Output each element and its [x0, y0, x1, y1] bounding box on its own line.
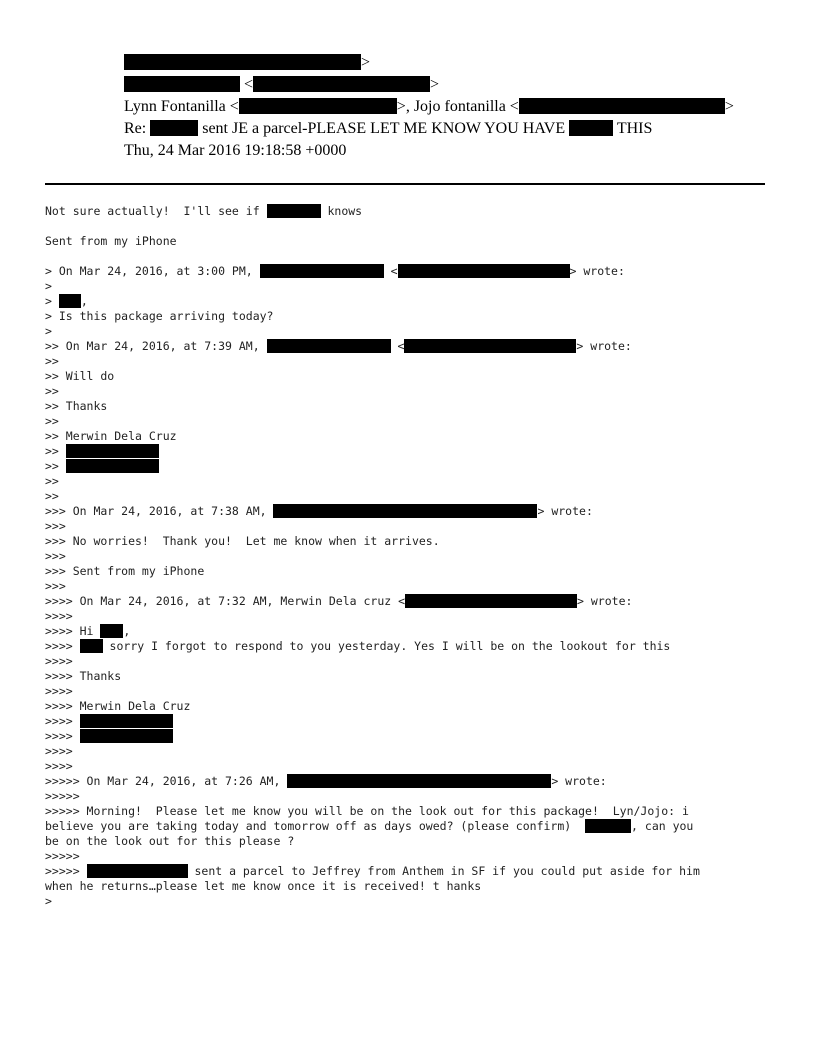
redaction [80, 714, 173, 728]
body-line: Sent from my iPhone [45, 234, 177, 248]
body-line: >> Will do [45, 369, 115, 383]
body-line: > , [45, 294, 88, 308]
from-value: > [124, 54, 370, 72]
body-line: >> On Mar 24, 2016, at 7:39 AM, < > wrote: [45, 339, 632, 353]
body-line: believe you are taking today and tomorrow off as days owed? (please confirm) , can you [45, 819, 694, 833]
body-line [45, 219, 785, 234]
body-line: >>>> On Mar 24, 2016, at 7:32 AM, Merwin Dela cruz < > wrote: [45, 594, 633, 608]
redaction [585, 819, 631, 833]
body-line: be on the look out for this please ? [45, 834, 295, 848]
body-line: >>> [45, 519, 66, 533]
body-line: Not sure actually! I'll see if knows [45, 204, 363, 218]
body-line: >> Thanks [45, 399, 108, 413]
body-line: >> Merwin Dela Cruz [45, 429, 177, 443]
body-line: > On Mar 24, 2016, at 3:00 PM, < > wrote: [45, 264, 625, 278]
body-line: >>>>> [45, 849, 80, 863]
body-line: >>>>> [45, 789, 80, 803]
body-line: >>> [45, 549, 66, 563]
redaction [124, 76, 240, 92]
cc-value: Lynn Fontanilla < >, Jojo fontanilla < > [124, 98, 734, 115]
body-line: >> [45, 459, 785, 474]
body-line: >>> On Mar 24, 2016, at 7:38 AM, > wrote: [45, 504, 593, 518]
body-line [45, 249, 785, 264]
body-line: >>> Sent from my iPhone [45, 564, 205, 578]
body-line: >>>>> On Mar 24, 2016, at 7:26 AM, > wrote: [45, 774, 607, 788]
body-line: >>>> [45, 654, 73, 668]
body-line: >>>>> Morning! Please let me know you will be on the look out for this package! Lyn/Jojo: i [45, 804, 689, 818]
header-divider [45, 183, 765, 185]
redaction [100, 624, 123, 638]
body-line: > [45, 894, 52, 908]
body-line: when he returns…please let me know once it is received! t hanks [45, 879, 482, 893]
redaction [253, 76, 430, 92]
redaction [405, 594, 577, 608]
redaction [80, 729, 173, 743]
body-line: >> [45, 414, 59, 428]
redaction [80, 639, 103, 653]
redaction [260, 264, 384, 278]
body-line: >>>> [45, 759, 73, 773]
body-line: >> [45, 444, 785, 459]
redaction [267, 204, 321, 218]
body-line: >>>>> sent a parcel to Jeffrey from Anthem in SF if you could put aside for him [45, 864, 700, 878]
redaction [124, 54, 361, 70]
redaction [519, 98, 725, 114]
redaction [150, 120, 198, 136]
body-line: >>>> [45, 714, 785, 729]
body-line: >>>> Thanks [45, 669, 122, 683]
body-line: >> [45, 489, 59, 503]
redaction [267, 339, 391, 353]
body-line: > Is this package arriving today? [45, 309, 274, 323]
redaction [239, 98, 397, 114]
body-line: >> [45, 474, 59, 488]
date-value: Thu, 24 Mar 2016 19:18:58 +0000 [124, 142, 347, 159]
body-line: >>>> [45, 729, 785, 744]
redaction [273, 504, 537, 518]
body-line: >> [45, 384, 59, 398]
body-line: > [45, 279, 52, 293]
message-body [45, 204, 785, 909]
redaction [287, 774, 551, 788]
body-line: >>>> [45, 609, 73, 623]
body-line: >>>> [45, 744, 73, 758]
body-line: >>> No worries! Thank you! Let me know when it arrives. [45, 534, 440, 548]
to-value: < > [124, 76, 439, 94]
body-line: >>>> sorry I forgot to respond to you yesterday. Yes I will be on the lookout for this [45, 639, 671, 653]
body-line: >> [45, 354, 59, 368]
redaction [398, 264, 570, 278]
body-line: >>>> Hi , [45, 624, 131, 638]
subject-value: Re: sent JE a parcel-PLEASE LET ME KNOW YOU HAVE THIS [124, 120, 653, 137]
body-line: >>>> Merwin Dela Cruz [45, 699, 191, 713]
redaction [569, 120, 613, 136]
body-line: >>>> [45, 684, 73, 698]
redaction [404, 339, 576, 353]
redaction [87, 864, 188, 878]
redaction [66, 459, 159, 473]
body-line: > [45, 324, 52, 338]
body-line: >>> [45, 579, 66, 593]
redaction [59, 294, 81, 308]
redaction [66, 444, 159, 458]
